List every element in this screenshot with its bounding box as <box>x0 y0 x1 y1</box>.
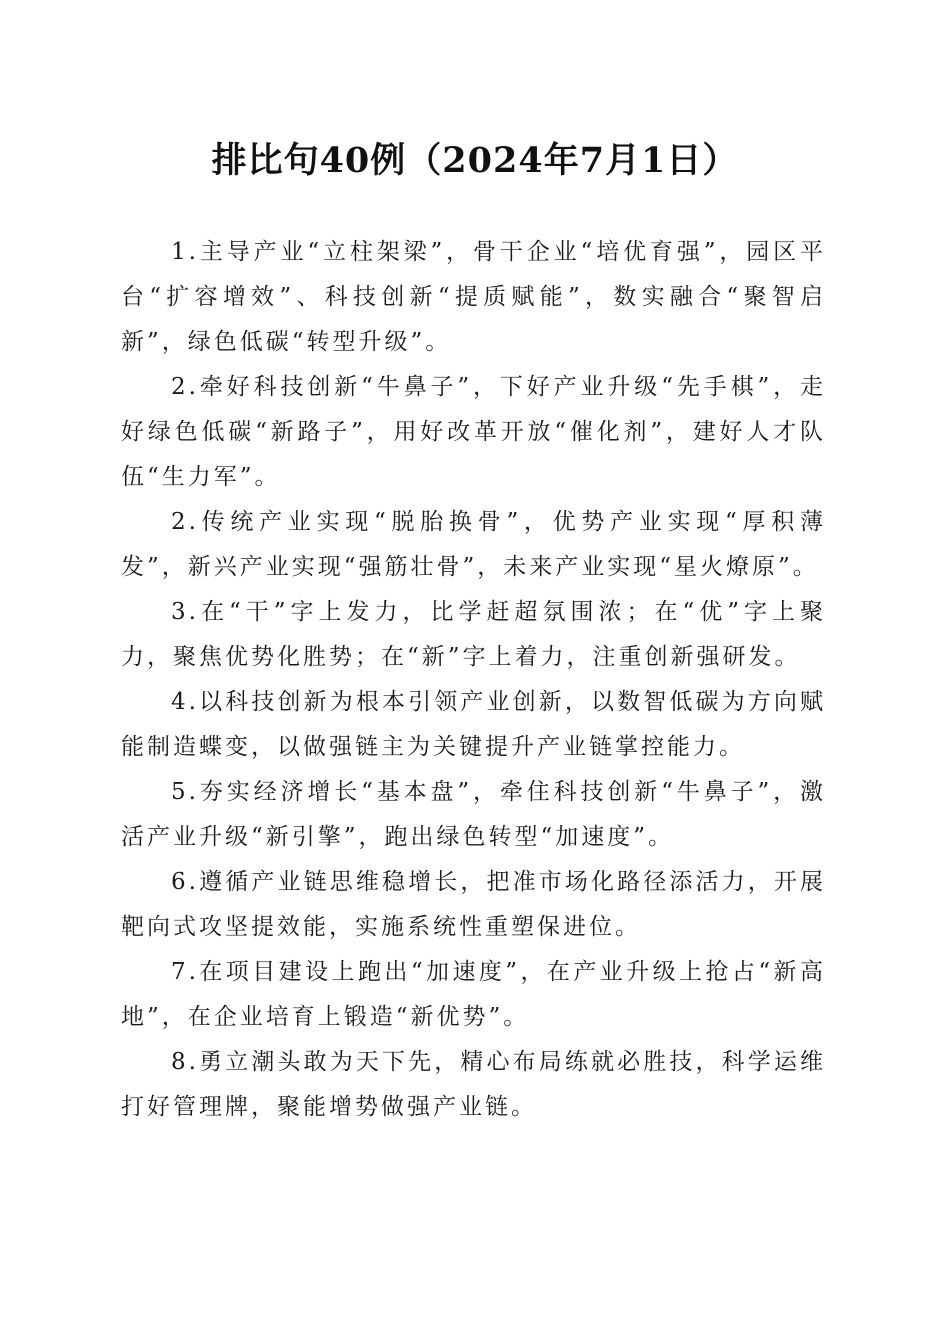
paragraph-2: 2.牵好科技创新“牛鼻子”，下好产业升级“先手棋”，走好绿色低碳“新路子”，用好改革开放“催化剂”，建好人才队伍“生力军”。 <box>121 374 826 490</box>
document-body <box>121 230 826 1130</box>
paragraph-9: 8.勇立潮头敢为天下先，精心布局练就必胜技，科学运维打好管理牌，聚能增势做强产业链。 <box>121 1049 826 1120</box>
paragraph-8: 7.在项目建设上跑出“加速度”，在产业升级上抢占“新高地”，在企业培育上锻造“新优势”。 <box>121 959 826 1030</box>
paragraph-4: 3.在“干”字上发力，比学赶超氛围浓；在“优”字上聚力，聚焦优势化胜势；在“新”字上着力，注重创新强研发。 <box>121 599 826 670</box>
paragraph-7: 6.遵循产业链思维稳增长，把准市场化路径添活力，开展靶向式攻坚提效能，实施系统性重塑保进位。 <box>121 869 826 940</box>
paragraph-5: 4.以科技创新为根本引领产业创新，以数智低碳为方向赋能制造蝶变，以做强链主为关键提升产业链掌控能力。 <box>121 689 826 760</box>
page-title: 排比句40例（2024年7月1日） <box>211 140 739 181</box>
paragraph-1: 1.主导产业“立柱架梁”，骨干企业“培优育强”，园区平台“扩容增效”、科技创新“提质赋能”，数实融合“聚智启新”，绿色低碳“转型升级”。 <box>121 239 826 355</box>
paragraph-6: 5.夯实经济增长“基本盘”，牵住科技创新“牛鼻子”，激活产业升级“新引擎”，跑出绿色转型“加速度”。 <box>121 779 826 850</box>
paragraph-3: 2.传统产业实现“脱胎换骨”，优势产业实现“厚积薄发”，新兴产业实现“强筋壮骨”，未来产业实现“星火燎原”。 <box>121 509 826 580</box>
